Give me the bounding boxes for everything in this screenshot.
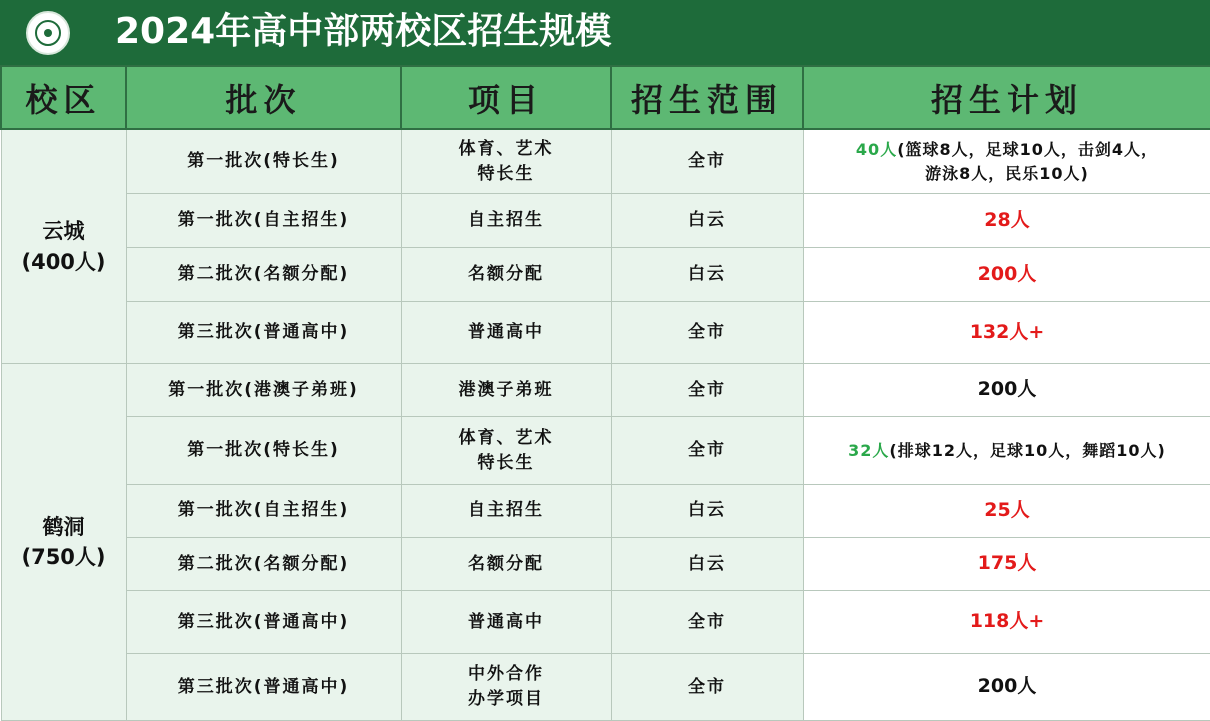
- table-row: [1, 484, 1210, 537]
- batch-cell: 第三批次(普通高中): [126, 301, 401, 364]
- plan-line: [804, 138, 1210, 161]
- campus-total: (750人): [21, 545, 106, 570]
- column-header-campus: 校区: [1, 66, 126, 129]
- range-cell: 白云: [611, 247, 803, 301]
- table-header-row: [1, 66, 1210, 129]
- item-cell: [401, 417, 611, 485]
- batch-cell: 第二批次(名额分配): [126, 247, 401, 301]
- page-title: 2024年高中部两校区招生规模: [115, 11, 612, 52]
- table-row: [1, 537, 1210, 591]
- plan-detail: (排球12人，足球10人，舞蹈10人): [889, 440, 1166, 460]
- campus-total: (400人): [21, 249, 106, 274]
- plan-cell: 200人: [803, 364, 1210, 417]
- item-cell: 名额分配: [401, 247, 611, 301]
- table-row: [1, 364, 1210, 417]
- table-row: [1, 301, 1210, 364]
- plan-count: 40人: [855, 140, 898, 160]
- batch-cell: 第三批次(普通高中): [126, 591, 401, 654]
- item-cell: 自主招生: [401, 484, 611, 537]
- batch-cell: 第三批次(普通高中): [126, 654, 401, 721]
- range-cell: 全市: [611, 129, 803, 194]
- plan-cell: [803, 417, 1210, 485]
- plan-count: 32人: [848, 440, 890, 460]
- item-line: 体育、艺术: [458, 427, 554, 448]
- title-bar: [0, 0, 1210, 65]
- batch-cell: 第二批次(名额分配): [126, 537, 401, 591]
- campus-name: 云城: [42, 219, 85, 244]
- column-header-plan: 招生计划: [803, 66, 1210, 129]
- item-line: 特长生: [477, 452, 535, 473]
- range-cell: 全市: [611, 417, 803, 485]
- plan-detail: (篮球8人，足球10人，击剑4人，: [897, 140, 1159, 160]
- plan-cell: 118人+: [803, 591, 1210, 654]
- column-header-range: 招生范围: [611, 66, 803, 129]
- range-cell: 全市: [611, 591, 803, 654]
- item-line: 办学项目: [468, 689, 544, 710]
- table-row: [1, 654, 1210, 721]
- item-cell: 普通高中: [401, 301, 611, 364]
- range-cell: 白云: [611, 484, 803, 537]
- item-cell: [401, 654, 611, 721]
- range-cell: 全市: [611, 654, 803, 721]
- emblem-ring: [35, 20, 61, 46]
- batch-cell: 第一批次(自主招生): [126, 194, 401, 248]
- item-line: 特长生: [477, 163, 535, 184]
- range-cell: 白云: [611, 537, 803, 591]
- table-row: [1, 247, 1210, 301]
- range-cell: 白云: [611, 194, 803, 248]
- column-header-batch: 批次: [126, 66, 401, 129]
- plan-line: 游泳8人，民乐10人): [925, 163, 1089, 183]
- column-header-item: 项目: [401, 66, 611, 129]
- enrollment-table: [0, 65, 1210, 721]
- table-row: [1, 591, 1210, 654]
- batch-cell: 第一批次(特长生): [126, 417, 401, 485]
- plan-cell: 132人+: [803, 301, 1210, 364]
- batch-cell: 第一批次(港澳子弟班): [126, 364, 401, 417]
- item-cell: 名额分配: [401, 537, 611, 591]
- plan-cell: [803, 129, 1210, 194]
- item-cell: [401, 129, 611, 194]
- item-cell: 自主招生: [401, 194, 611, 248]
- item-cell: 普通高中: [401, 591, 611, 654]
- school-emblem-icon: [26, 11, 70, 55]
- batch-cell: 第一批次(特长生): [126, 129, 401, 194]
- batch-cell: 第一批次(自主招生): [126, 484, 401, 537]
- item-line: 中外合作: [468, 664, 544, 685]
- range-cell: 全市: [611, 364, 803, 417]
- table-row: [1, 194, 1210, 248]
- emblem-center: [44, 29, 52, 37]
- plan-cell: 200人: [803, 247, 1210, 301]
- plan-cell: 200人: [803, 654, 1210, 721]
- range-cell: 全市: [611, 301, 803, 364]
- campus-cell: [1, 364, 126, 721]
- table-row: [1, 417, 1210, 485]
- plan-cell: 28人: [803, 194, 1210, 248]
- campus-cell: [1, 129, 126, 364]
- campus-name: 鹤洞: [42, 514, 85, 539]
- plan-cell: 25人: [803, 484, 1210, 537]
- table-row: [1, 129, 1210, 194]
- item-line: 体育、艺术: [458, 139, 554, 160]
- plan-cell: 175人: [803, 537, 1210, 591]
- item-cell: 港澳子弟班: [401, 364, 611, 417]
